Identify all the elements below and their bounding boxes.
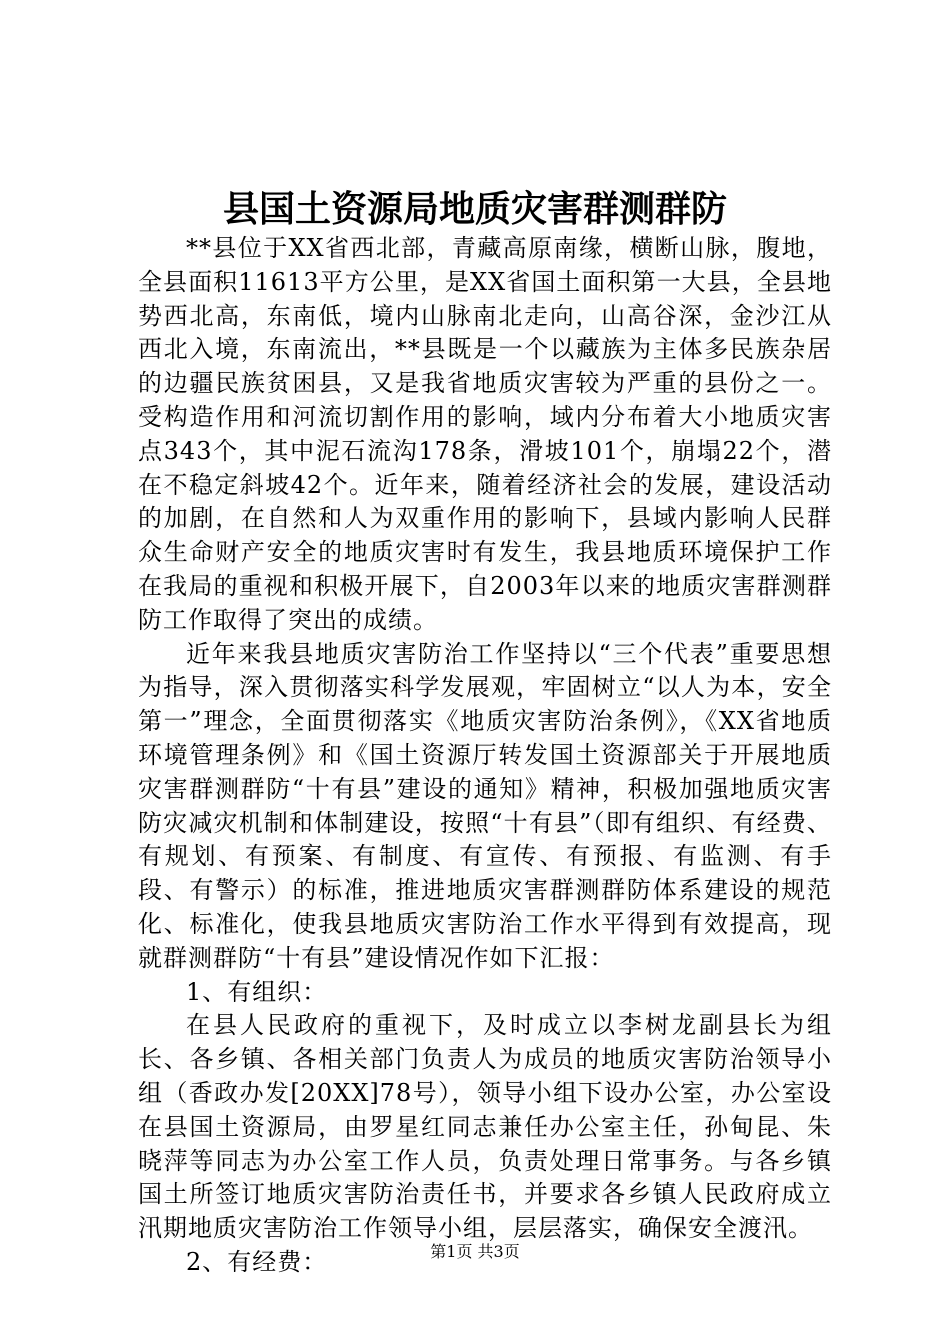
document-body [138,232,832,1280]
section-heading-funding: 2、有经费： [186,1247,328,1276]
paragraph-organization: 在县人民政府的重视下，及时成立以李树龙副县长为组长、各乡镇、各相关部门负责人为成员的地质灾害防治领导小组（香政办发[20XX]78号），领导小组下设办公室，办公室设在县国土资源局，由罗星红同志兼任办公室主任，孙甸昆、朱晓萍等同志为办公室工作人员，负责处理日常事务。与各乡镇国土所签订地质灾害防治责任书，并要求各乡镇人民政府成立汛期地质灾害防治工作领导小组，层层落实，确保安全渡汛。 [138,1011,832,1243]
paragraph-intro: **县位于XX省西北部，青藏高原南缘，横断山脉，腹地，全县面积11613平方公里，是XX省国土面积第一大县，全县地势西北高，东南低，境内山脉南北走向，山高谷深，金沙江从西北入境，东南流出，**县既是一个以藏族为主体多民族杂居的边疆民族贫困县，又是我省地质灾害较为严重的县份之一。受构造作用和河流切割作用的影响，域内分布着大小地质灾害点343个，其中泥石流沟178条，滑坡101个，崩塌22个，潜在不稳定斜坡42个。近年来，随着经济社会的发展，建设活动的加剧，在自然和人为双重作用的影响下，县域内影响人民群众生命财产安全的地质灾害时有发生，我县地质环境保护工作在我局的重视和积极开展下，自2003年以来的地质灾害群测群防工作取得了突出的成绩。 [138,234,832,634]
section-heading-organization: 1、有组织： [186,977,328,1006]
page-number-footer: 第1页 共3页 [430,1242,520,1261]
document-title: 县国土资源局地质灾害群测群防 [222,188,727,230]
paragraph-overview: 近年来我县地质灾害防治工作坚持以“三个代表”重要思想为指导，深入贯彻落实科学发展观，牢固树立“以人为本，安全第一”理念，全面贯彻落实《地质灾害防治条例》，《XX省地质环境管理条例》和《国土资源厅转发国土资源部关于开展地质灾害群测群防“十有县”建设的通知》精神，积极加强地质灾害防灾减灾机制和体制建设，按照“十有县”（即有组织、有经费、有规划、有预案、有制度、有宣传、有预报、有监测、有手段、有警示）的标准，推进地质灾害群测群防体系建设的规范化、标准化，使我县地质灾害防治工作水平得到有效提高，现就群测群防“十有县”建设情况作如下汇报： [138,639,832,972]
